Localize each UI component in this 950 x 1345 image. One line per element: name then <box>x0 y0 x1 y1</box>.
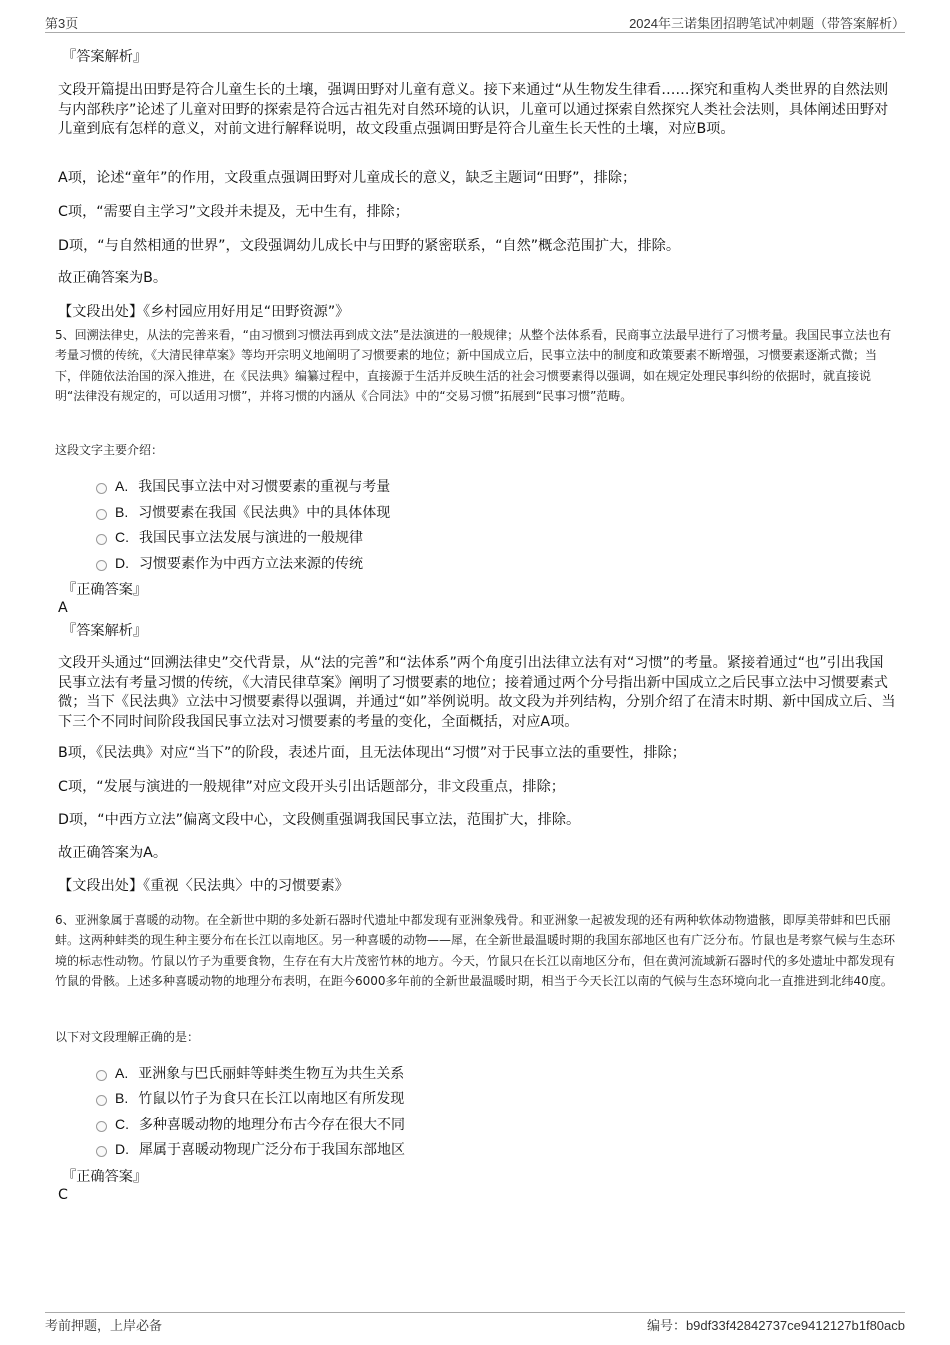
footer-divider <box>45 1312 905 1313</box>
question-6-stem: 6、亚洲象属于喜暖的动物。在全新世中期的多处新石器时代遗址中都发现有亚洲象残骨。和亚洲象一起被发现的还有两种软体动物遗骸，即厚美带蚌和巴氏丽蚌。这两种蚌类的现生种主要分布在长江以南地区。另一种喜暖的动物——犀，在全新世最温暖时期的我国东部地区也有广泛分布。竹鼠也是考察气候与生态环境的标志性动物。竹鼠以竹子为重要食物，生存在有大片茂密竹林的地方。今天，竹鼠只在长江以南地区分布，但在黄河流域新石器时代的多处遗址中都发现有竹鼠的骨骸。上述多种喜暖动物的地理分布表明，在距今6000多年前的全新世最温暖时期，相当于今天长江以南的气候与生态环境向北一直推进到北纬40度。 <box>55 913 896 988</box>
q5-option-c[interactable]: C. 我国民事立法发展与演进的一般规律 <box>96 527 363 547</box>
conclusion: 故正确答案为A。 <box>58 845 168 861</box>
q6-option-d[interactable]: D. 犀属于喜暖动物现广泛分布于我国东部地区 <box>96 1139 405 1159</box>
analysis-text: 文段开篇提出田野是符合儿童生长的土壤，强调田野对儿童有意义。接下来通过“从生物发生律看……探究和重构人类世界的自然法则与内部秩序”论述了儿童对田野的探索是符合远古祖先对自然环境的认识，儿童可以通过探索自然探究人类社会法则，具体阐述田野对儿童到底有怎样的意义，对前文进行解释说明，故文段重点强调田野是符合儿童生长天性的土壤，对应B项。 <box>58 82 889 137</box>
q6-option-c[interactable]: C. 多种喜暖动物的地理分布古今存在很大不同 <box>96 1114 405 1134</box>
source: 【文段出处】《乡村园应用好用足“田野资源”》 <box>58 304 350 320</box>
answer-label: 『正确答案』 <box>62 582 148 598</box>
radio-button[interactable] <box>96 1095 107 1106</box>
q6-option-a[interactable]: A. 亚洲象与巴氏丽蚌等蚌类生物互为共生关系 <box>96 1063 404 1083</box>
answer-value: A <box>58 600 68 616</box>
conclusion: 故正确答案为B。 <box>58 270 168 286</box>
option-a-analysis: A项，论述“童年”的作用，文段重点强调田野对儿童成长的意义，缺乏主题词“田野”，排除； <box>58 170 637 186</box>
q6-option-b[interactable]: B. 竹鼠以竹子为食只在长江以南地区有所发现 <box>96 1088 404 1108</box>
analysis-text: 文段开头通过“回溯法律史”交代背景，从“法的完善”和“法体系”两个角度引出法律立法有对“习惯”的考量。紧接着通过“也”引出我国民事立法有考量习惯的传统，《大清民律草案》阐明了习惯要素的地位；接着通过两个分号指出新中国成立之后民事立法中习惯要素式微；当下《民法典》立法中习惯要素得以强调，并通过“如”举例说明。故文段为并列结构，分别介绍了在清末时期、新中国成立后、当下三个不同时间阶段我国民事立法对习惯要素的考量的变化，全面概括，对应A项。 <box>58 655 896 730</box>
option-c-analysis: C项，“发展与演进的一般规律”对应文段开头引出话题部分，非文段重点，排除； <box>58 779 565 795</box>
radio-button[interactable] <box>96 1121 107 1132</box>
footer-slogan: 考前押题，上岸必备 <box>45 1318 163 1333</box>
option-d-analysis: D项，“与自然相通的世界”，文段强调幼儿成长中与田野的紧密联系，“自然”概念范围扩大，排除。 <box>58 238 681 254</box>
radio-button[interactable] <box>96 534 107 545</box>
option-d-analysis: D项，“中西方立法”偏离文段中心，文段侧重强调我国民事立法，范围扩大，排除。 <box>58 812 581 828</box>
analysis-label: 『答案解析』 <box>62 49 148 65</box>
analysis-label: 『答案解析』 <box>62 623 148 639</box>
q5-option-b[interactable]: B. 习惯要素在我国《民法典》中的具体体现 <box>96 502 390 522</box>
radio-button[interactable] <box>96 1070 107 1081</box>
radio-button[interactable] <box>96 1146 107 1157</box>
radio-button[interactable] <box>96 509 107 520</box>
option-b-analysis: B项，《民法典》对应“当下”的阶段，表述片面，且无法体现出“习惯”对于民事立法的重要性，排除； <box>58 745 686 761</box>
question-6-prompt: 以下对文段理解正确的是： <box>55 1030 200 1044</box>
answer-label: 『正确答案』 <box>62 1169 148 1185</box>
answer-value: C <box>58 1187 68 1203</box>
header-divider <box>45 32 905 33</box>
page-number: 第3页 <box>45 16 79 31</box>
radio-button[interactable] <box>96 483 107 494</box>
q5-option-d[interactable]: D. 习惯要素作为中西方立法来源的传统 <box>96 553 363 573</box>
source: 【文段出处】《重视〈民法典〉中的习惯要素》 <box>58 878 349 894</box>
option-c-analysis: C项，“需要自主学习”文段并未提及，无中生有，排除； <box>58 204 409 220</box>
document-id: 编号：b9df33f42842737ce9412127b1f80acb <box>646 1318 905 1333</box>
radio-button[interactable] <box>96 560 107 571</box>
question-5-stem: 5、回溯法律史，从法的完善来看，“由习惯到习惯法再到成文法”是法演进的一般规律；从整个法体系看，民商事立法最早进行了习惯考量。我国民事立法也有考量习惯的传统，《大清民律草案》等均开宗明义地阐明了习惯要素的地位；新中国成立后，民事立法中的制度和政策要素不断增强，习惯要素逐渐式微；当下，伴随依法治国的深入推进，在《民法典》编纂过程中，直接源于生活并反映生活的社会习惯要素得以强调，如在规定处理民事纠纷的依据时，就直接说明“法律没有规定的，可以适用习惯”，并将习惯的内涵从《合同法》中的“交易习惯”拓展到“民事习惯”范畴。 <box>55 328 892 403</box>
q5-option-a[interactable]: A. 我国民事立法中对习惯要素的重视与考量 <box>96 476 390 496</box>
document-title: 2024年三诺集团招聘笔试冲刺题（带答案解析） <box>629 16 905 31</box>
question-5-prompt: 这段文字主要介绍： <box>55 443 164 457</box>
